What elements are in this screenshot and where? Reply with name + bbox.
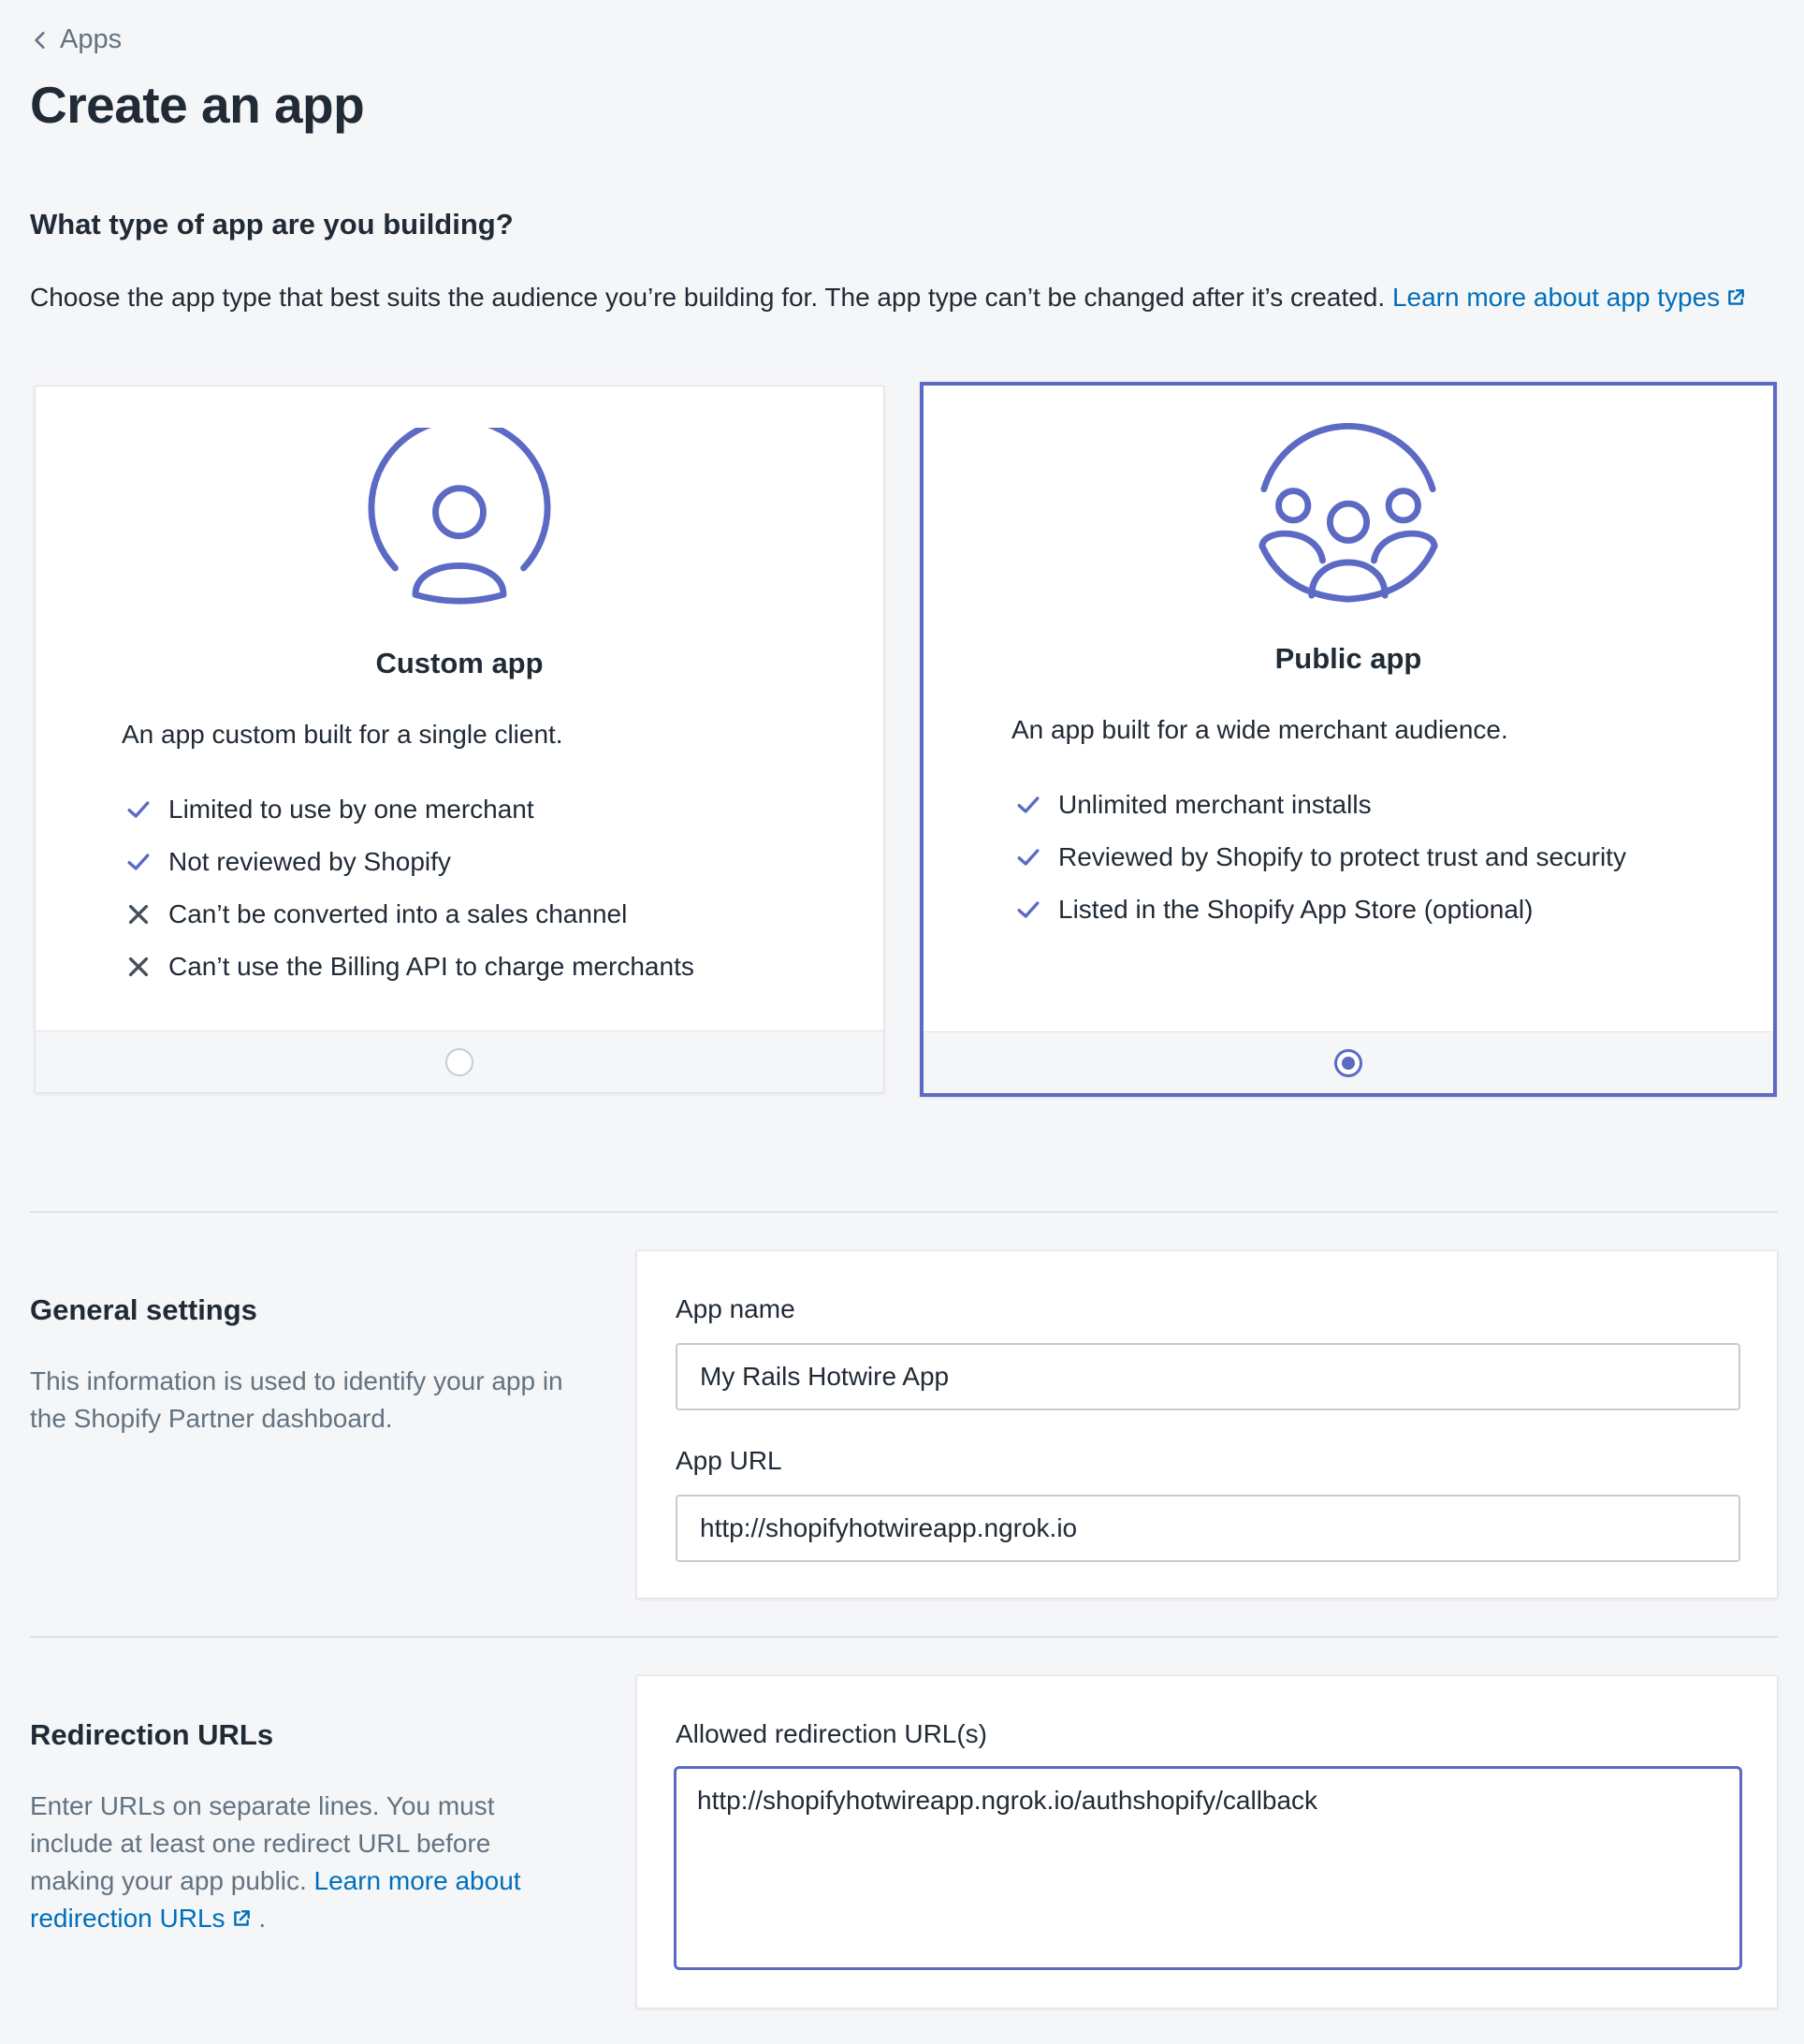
redirection-urls-description: [30, 1788, 582, 1937]
feature-item: [1015, 831, 1626, 883]
feature-item: [125, 836, 694, 888]
checkmark-icon: [125, 849, 152, 875]
app-type-heading: What type of app are you building?: [30, 208, 514, 241]
x-mark-icon: [125, 954, 152, 980]
feature-text: Can’t use the Billing API to charge merchants: [168, 952, 694, 981]
feature-item: [1015, 883, 1626, 936]
checkmark-icon: [125, 796, 152, 823]
redirection-urls-panel: [636, 1675, 1778, 2008]
custom-app-card[interactable]: [35, 386, 884, 1093]
app-name-label: App name: [676, 1294, 795, 1323]
feature-text: Can’t be converted into a sales channel: [168, 899, 628, 928]
breadcrumb[interactable]: [30, 24, 122, 55]
feature-item: [125, 941, 694, 993]
public-app-description: An app built for a wide merchant audience.: [1011, 715, 1508, 744]
external-link-icon: [231, 1908, 252, 1929]
feature-item: [1015, 779, 1626, 831]
learn-more-app-types-text: Learn more about app types: [1391, 283, 1721, 312]
public-app-radio[interactable]: [1334, 1049, 1362, 1077]
general-settings-description: This information is used to identify your app in the Shopify Partner dashboard.: [30, 1366, 563, 1433]
section-divider: [30, 1636, 1778, 1638]
custom-app-card-footer: [36, 1030, 883, 1092]
user-group-icon: [1257, 423, 1440, 606]
feature-text: Reviewed by Shopify to protect trust and security: [1058, 842, 1626, 871]
public-app-title: Public app: [1274, 642, 1422, 675]
custom-app-radio[interactable]: [445, 1048, 473, 1076]
checkmark-icon: [1015, 792, 1041, 818]
allowed-redirection-textarea[interactable]: [674, 1766, 1742, 1970]
feature-item: [125, 888, 694, 941]
custom-app-features: [125, 783, 694, 993]
single-user-icon: [368, 428, 551, 611]
feature-text: Listed in the Shopify App Store (optional): [1058, 895, 1534, 924]
app-url-input[interactable]: [676, 1495, 1740, 1562]
general-settings-title: General settings: [30, 1293, 257, 1326]
external-link-icon: [1725, 287, 1746, 308]
general-settings-panel: [636, 1250, 1778, 1599]
redirection-urls-title: Redirection URLs: [30, 1718, 274, 1751]
feature-text: Limited to use by one merchant: [168, 795, 534, 824]
allowed-redirection-label: Allowed redirection URL(s): [676, 1719, 988, 1748]
learn-more-app-types-link[interactable]: [1392, 283, 1746, 312]
checkmark-icon: [1015, 897, 1041, 923]
checkmark-icon: [1015, 844, 1041, 870]
public-app-card-footer: [924, 1031, 1773, 1093]
learn-more-redirection-text: Learn more about redirection URLs: [30, 1866, 521, 1933]
x-mark-icon: [125, 901, 152, 927]
app-type-intro: [30, 279, 1770, 316]
app-name-input[interactable]: [676, 1343, 1740, 1410]
feature-item: [125, 783, 694, 836]
public-app-features: [1015, 779, 1626, 936]
custom-app-description: An app custom built for a single client.: [122, 720, 563, 749]
app-url-label: App URL: [676, 1446, 782, 1475]
chevron-left-icon: [30, 30, 51, 51]
redirection-description-text: Enter URLs on separate lines. You must include at least one redirect URL before making your app public.: [30, 1791, 495, 1895]
section-divider: [30, 1211, 1778, 1213]
feature-text: Not reviewed by Shopify: [168, 847, 451, 876]
page-title: Create an app: [30, 76, 365, 134]
breadcrumb-label: Apps: [60, 24, 123, 54]
app-type-intro-text: Choose the app type that best suits the audience you’re building for. The app type can’t be changed after it’s created.: [30, 283, 1386, 312]
redirection-trailing-text: .: [258, 1904, 267, 1933]
feature-text: Unlimited merchant installs: [1058, 790, 1372, 819]
public-app-card[interactable]: [920, 382, 1777, 1097]
custom-app-title: Custom app: [375, 647, 544, 679]
